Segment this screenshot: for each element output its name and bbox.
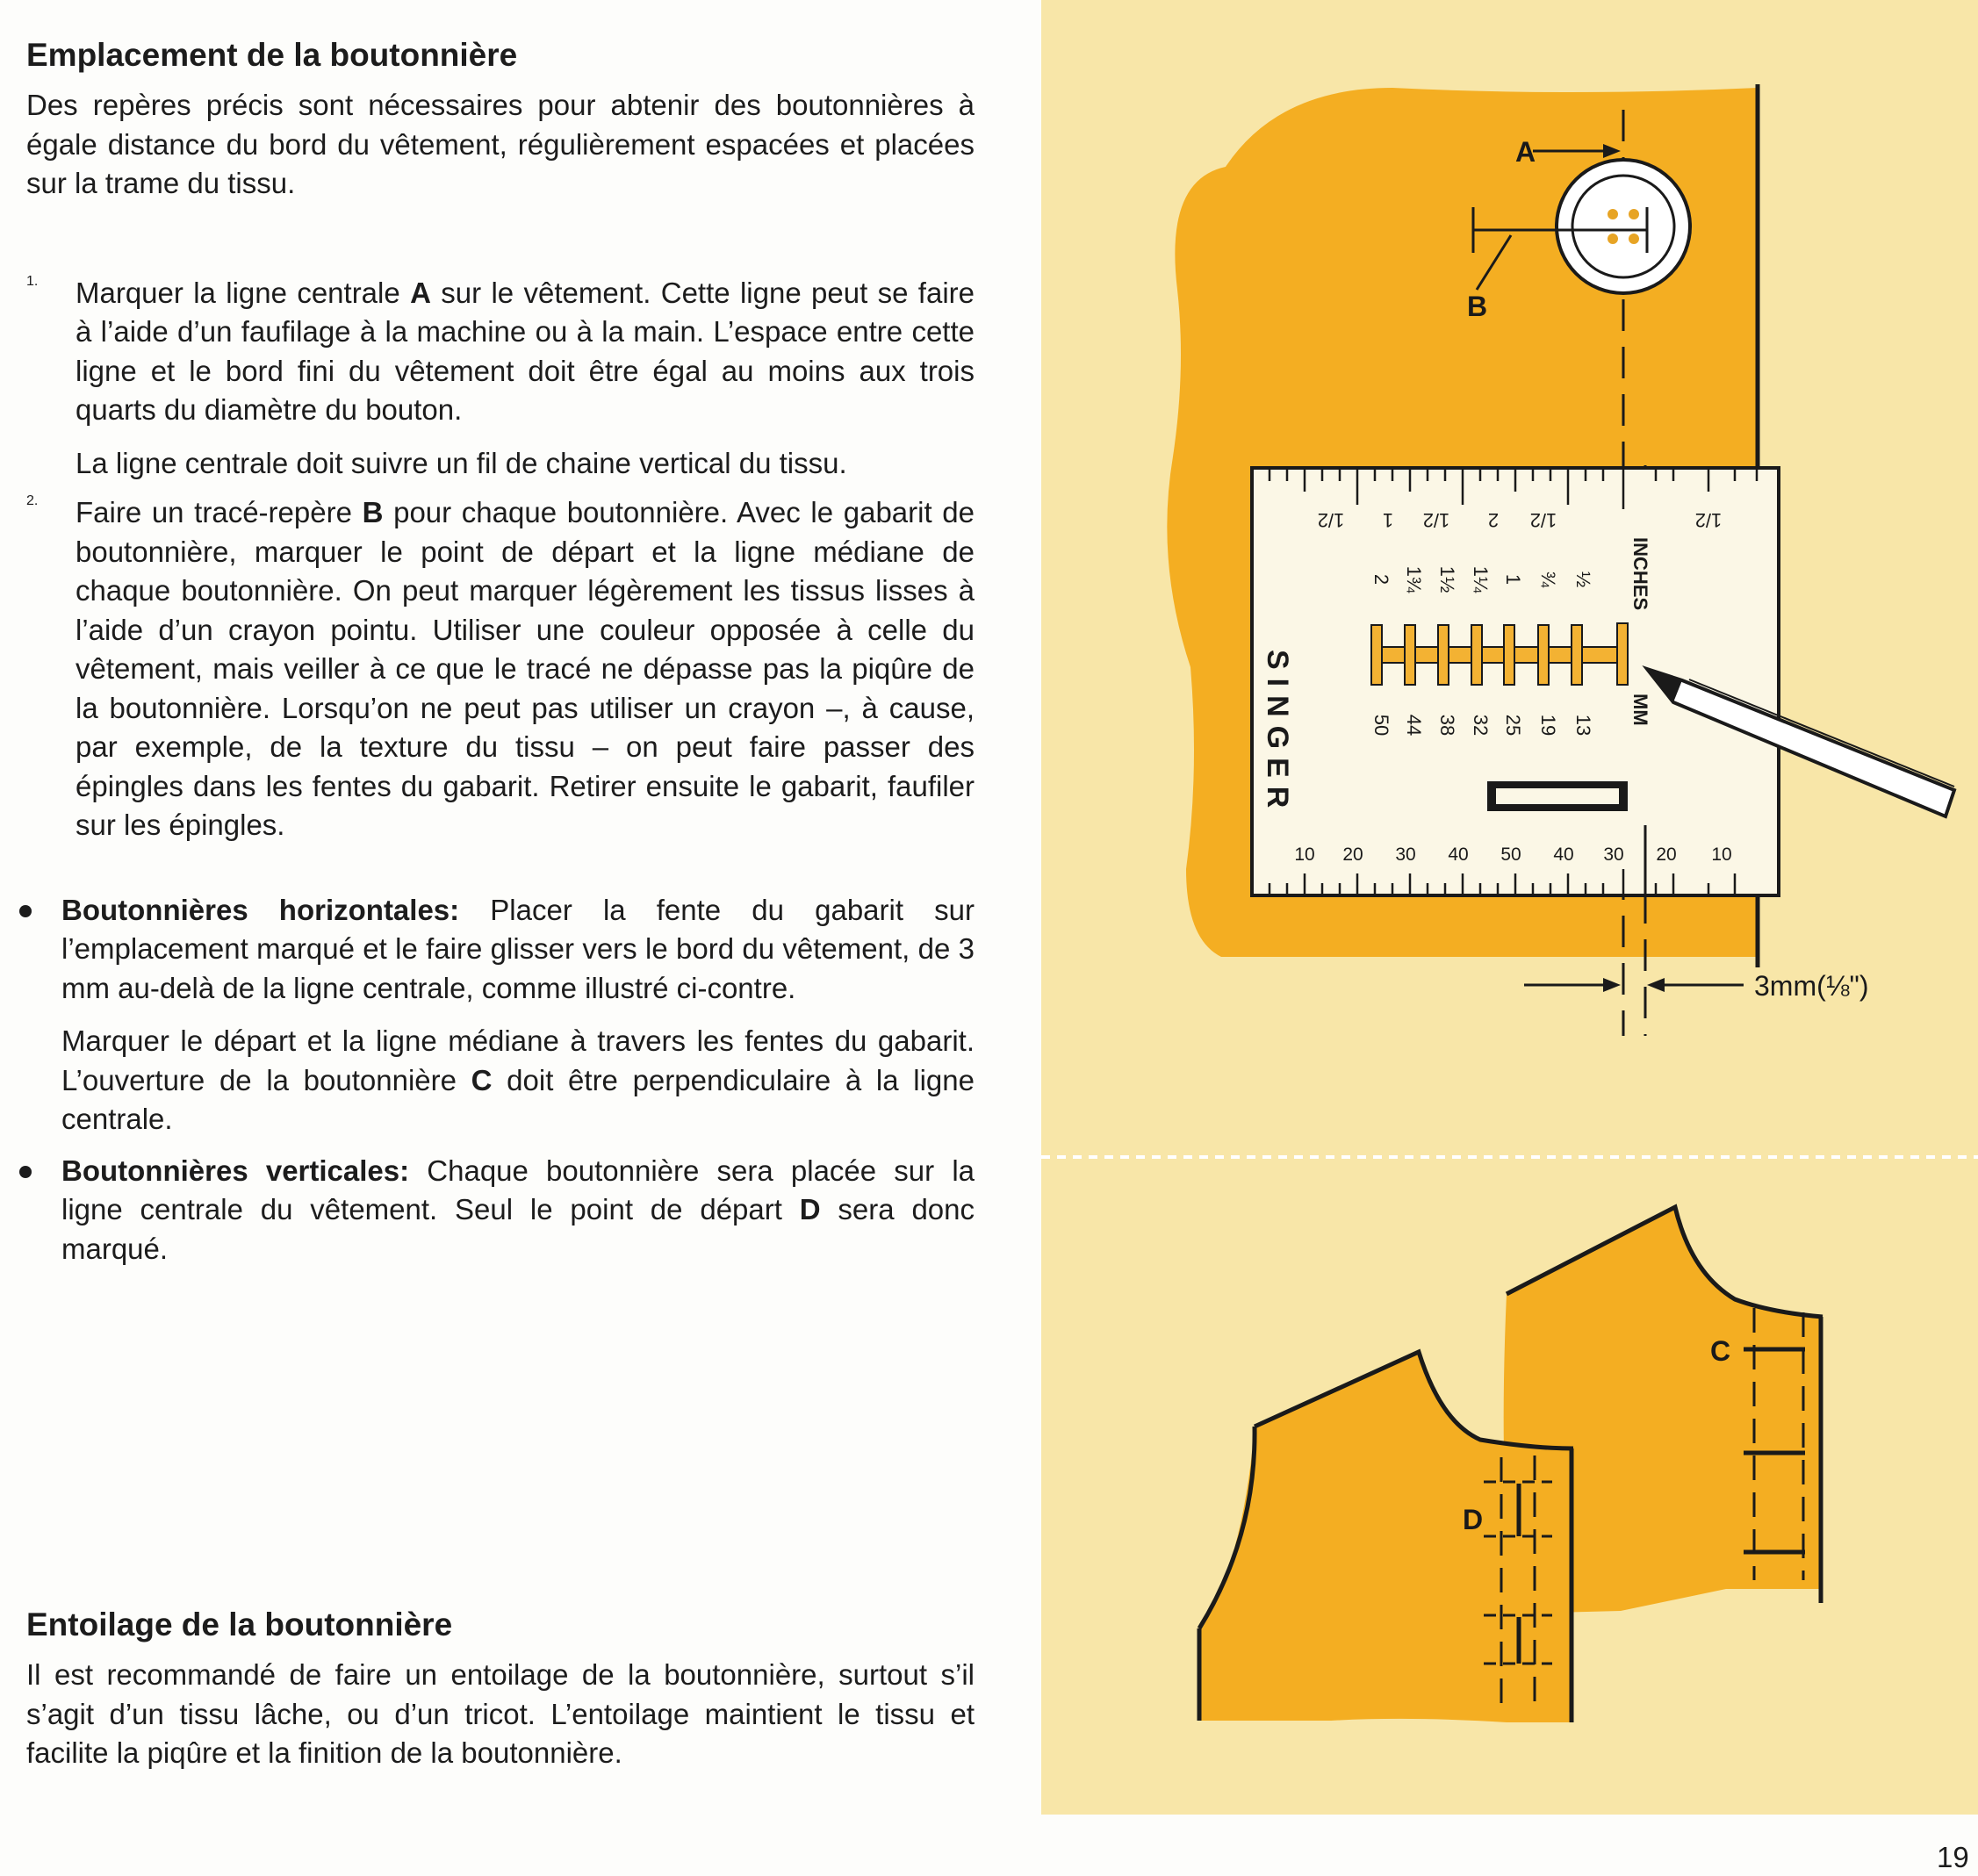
section-title-placement: Emplacement de la boutonnière [26,37,518,73]
scale-label: 1/2 [1694,509,1723,531]
label-b: B [1467,291,1488,322]
label-c: C [1710,1335,1731,1367]
scale-label: 1/2 [1422,509,1450,531]
mm-mark: 32 [1470,714,1492,737]
scale-label: 1/2 [1317,509,1345,531]
bullet-vertical [26,1152,975,1269]
bullet-extra: Marquer le départ et la ligne médiane à travers les fentes du gabarit. L’ouverture de la boutonnière C doit être perpendiculaire à la ligne centrale. [61,1024,975,1135]
step-2 [26,493,975,845]
scale-label: 20 [1342,845,1363,865]
mm-mark: 38 [1436,714,1458,737]
bullet-dot-icon [19,905,32,917]
scale-label: 40 [1553,845,1574,865]
scale-label: 10 [1711,845,1732,865]
step-number: 1. [26,273,39,289]
brand-text: SINGER [1261,650,1294,817]
step-text: Marquer la ligne centrale A sur le vêtement. Cette ligne peut se faire à l’aide d’un faufilage à la machine ou à la main. L’espace entre cette ligne et le bord fini du vêtement doit être égal au moins aux trois quarts du diamètre du bouton. [76,276,975,426]
inch-mark: 2 [1370,573,1392,586]
bullet-text: Boutonnières horizontales: Placer la fente du gabarit sur l’emplacement marqué et le faire glisser vers le bord du vêtement, de 3 mm au-delà de la ligne centrale, comme illustré ci-contre. [61,893,975,1004]
scale-label: 1/2 [1529,509,1557,531]
mm-mark: 19 [1537,714,1559,737]
scale-label: 50 [1500,845,1521,865]
inch-mark: ½ [1572,571,1594,588]
interfacing-paragraph: Il est recommandé de faire un entoilage de la boutonnière, surtout s’il s’agit d’un tissu lâche, ou d’un tricot. L’entoilage maintient le tissu et facilite la piqûre et la finition de la boutonnière. [26,1658,975,1769]
page-number: 19 [1937,1841,1969,1873]
scale-label: 30 [1395,845,1416,865]
inch-mark: 1 [1502,573,1524,586]
label-d: D [1463,1504,1484,1535]
mm-mark: 25 [1502,714,1524,737]
mm-mark: 13 [1572,714,1594,737]
step-1 [26,274,975,484]
button-icon [1557,160,1690,293]
scale-label: 2 [1487,509,1500,531]
buttonhole-illustration [1041,0,1978,1815]
inch-mark: 1½ [1436,565,1458,593]
inch-mark: 1¼ [1470,565,1492,593]
measure-label: 3mm(⅛") [1754,970,1869,1002]
intro-paragraph: Des repères précis sont nécessaires pour abtenir des boutonnières à égale distance du bord du vêtement, régulièrement espacées et placées sur la trame du tissu. [26,89,975,199]
inches-label: INCHES [1629,537,1651,611]
section-title-interfacing: Entoilage de la boutonnière [26,1606,453,1642]
buttonhole-gauge [1252,468,1779,895]
step-text: Faire un tracé-repère B pour chaque boutonnière. Avec le gabarit de boutonnière, marquer le point de départ et la ligne médiane de chaque boutonnière. On peut marquer légèrement les tissus lisses à l’aide d’un crayon pointu. Utiliser une couleur opposée à celle du vêtement, mais veiller à ce que le tracé ne dépasse pas la piqûre de la boutonnière. Lorsqu’on ne peut pas utiliser un crayon –, à cause, par exemple, de la texture du tissu – on peut faire passer des épingles dans les fentes du gabarit. Retirer ensuite le gabarit, faufiler sur les épingles. [76,496,975,841]
mm-mark: 50 [1370,714,1392,737]
bullet-text: Boutonnières verticales: Chaque boutonnière sera placée sur la ligne centrale du vêtement. Seul le point de départ D sera donc marqué. [61,1154,975,1265]
step-number: 2. [26,493,39,508]
mm-label: MM [1629,694,1651,726]
scale-label: 10 [1294,845,1315,865]
bullet-dot-icon [19,1166,32,1178]
scale-label: 30 [1603,845,1624,865]
bullet-horizontal [26,891,975,1139]
mm-mark: 44 [1403,714,1425,737]
inch-mark: 1¾ [1403,565,1425,593]
step-extra: La ligne centrale doit suivre un fil de chaine vertical du tissu. [76,446,847,479]
sample-buttonhole [1487,781,1628,811]
label-a: A [1515,136,1536,168]
scale-label: 1 [1382,509,1394,531]
scale-label: 40 [1448,845,1469,865]
scale-label: 20 [1656,845,1677,865]
inch-mark: ¾ [1537,571,1559,588]
